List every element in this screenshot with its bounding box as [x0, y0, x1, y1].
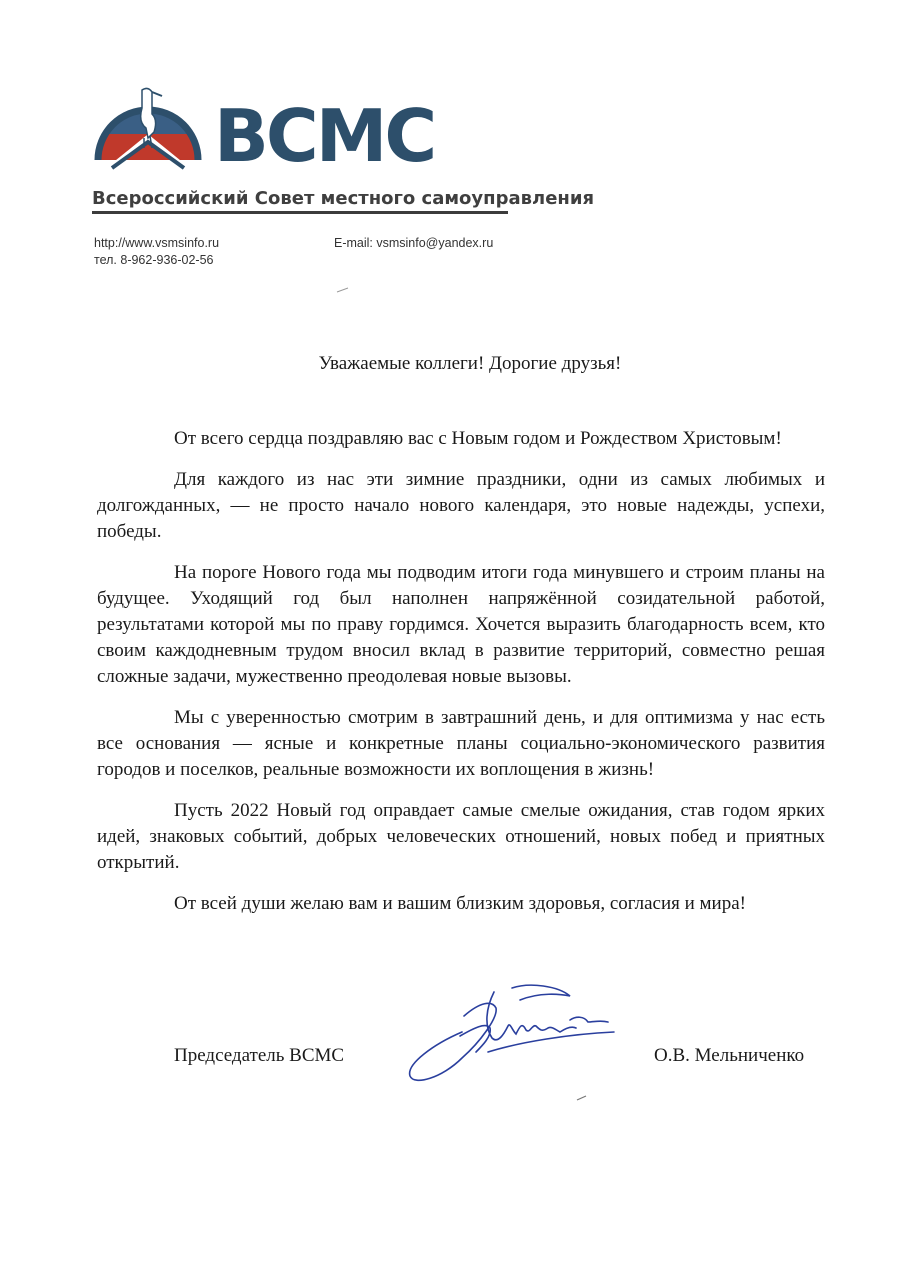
signer-position: Председатель ВСМС [174, 1045, 345, 1066]
letterhead-rule [92, 211, 508, 214]
letter-greeting: Уважаемые коллеги! Дорогие друзья! [318, 353, 622, 374]
paragraph-2: Для каждого из нас эти зимние праздники, одни из самых любимых и долгожданных, — не просто начало нового календаря, это новые надежды, успехи, победы. [97, 469, 825, 542]
phone-number: тел. 8-962-936-02-56 [94, 253, 214, 267]
email-address[interactable]: E-mail: vsmsinfo@yandex.ru [334, 236, 494, 250]
scan-mark [576, 1094, 588, 1102]
website-link[interactable]: http://www.vsmsinfo.ru [94, 236, 220, 250]
letter-body [97, 426, 825, 932]
scan-mark [336, 286, 350, 294]
paragraph-3: На пороге Нового года мы подводим итоги года минувшего и строим планы на будущее. Уходящий год был наполнен напряжённой созидательной работой, результатами которой мы по праву гордимся. Хочется выразить благодарность всем, кто своим каждодневным трудом вносил вклад в развитие территорий, совместно решая сложные задачи, мужественно преодолевая новые вызовы. [97, 562, 825, 687]
paragraph-4: Мы с уверенностью смотрим в завтрашний день, и для оптимизма у нас есть все основания — ясные и конкретные планы социально-экономического развития городов и поселков, реальные возможности их воплощения в жизнь! [97, 707, 825, 780]
logo-acronym: ВСМС [214, 94, 435, 178]
paragraph-1: От всего сердца поздравляю вас с Новым годом и Рождеством Христовым! [174, 428, 782, 449]
signer-name: О.В. Мельниченко [654, 1045, 805, 1066]
paragraph-6: От всей души желаю вам и вашим близким здоровья, согласия и мира! [174, 893, 746, 914]
handwritten-signature [400, 982, 620, 1092]
organization-name: Всероссийский Совет местного самоуправления [92, 188, 595, 209]
vsms-logo-emblem [92, 72, 204, 174]
paragraph-5: Пусть 2022 Новый год оправдает самые смелые ожидания, став годом ярких идей, знаковых событий, добрых человеческих отношений, новых побед и приятных открытий. [97, 800, 825, 873]
